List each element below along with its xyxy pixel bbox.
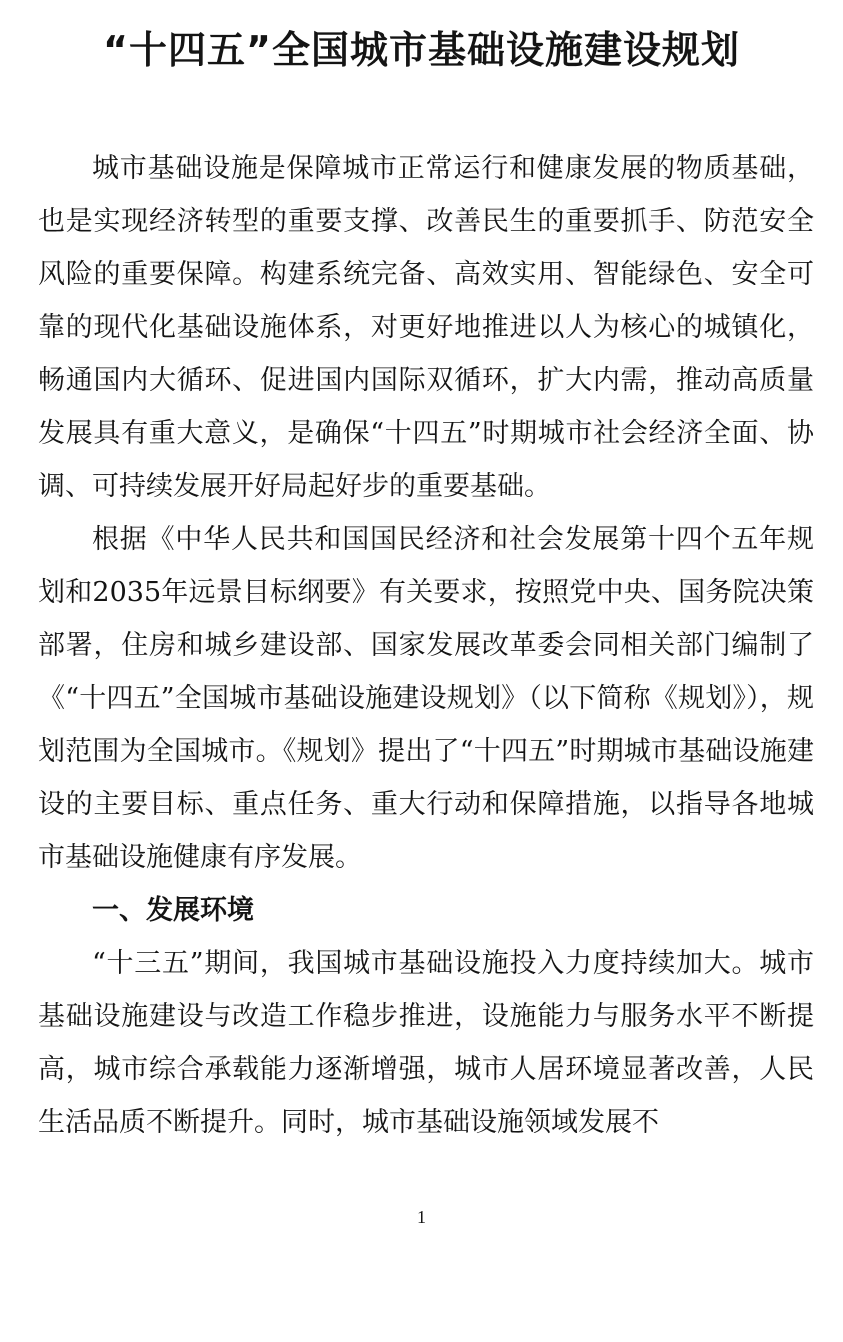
section-heading: 一、发展环境 — [92, 895, 254, 926]
page-number: 1 — [417, 1207, 426, 1227]
intro-paragraph: 城市基础设施是保障城市正常运行和健康发展的物质基础，也是实现经济转型的重要支撑、改善民生的重要抓手、防范安全风险的重要保障。构建系统完备、高效实用、智能绿色、安全可靠的现代化基础设施体系，对更好地推进以人为核心的城镇化，畅通国内大循环、促进国内国际双循环，扩大内需，推动高质量发展具有重大意义，是确保“十四五”时期城市社会经济全面、协调、可持续发展开好局起好步的重要基础。 — [38, 153, 814, 502]
document-title: “十四五”全国城市基础设施建设规划 — [103, 28, 740, 72]
basis-paragraph: 根据《中华人民共和国国民经济和社会发展第十四个五年规划和2035年远景目标纲要》有关要求，按照党中央、国务院决策部署，住房和城乡建设部、国家发展改革委会同相关部门编制了《“十四五”全国城市基础设施建设规划》（以下简称《规划》），规划范围为全国城市。《规划》提出了“十四五”时期城市基础设施建设的主要目标、重点任务、重大行动和保障措施，以指导各地城市基础设施健康有序发展。 — [38, 524, 814, 873]
document-body — [38, 142, 814, 1149]
section-paragraph: “十三五”期间，我国城市基础设施投入力度持续加大。城市基础设施建设与改造工作稳步推进，设施能力与服务水平不断提高，城市综合承载能力逐渐增强，城市人居环境显著改善，人民生活品质不断提升。同时，城市基础设施领域发展不 — [38, 948, 814, 1138]
